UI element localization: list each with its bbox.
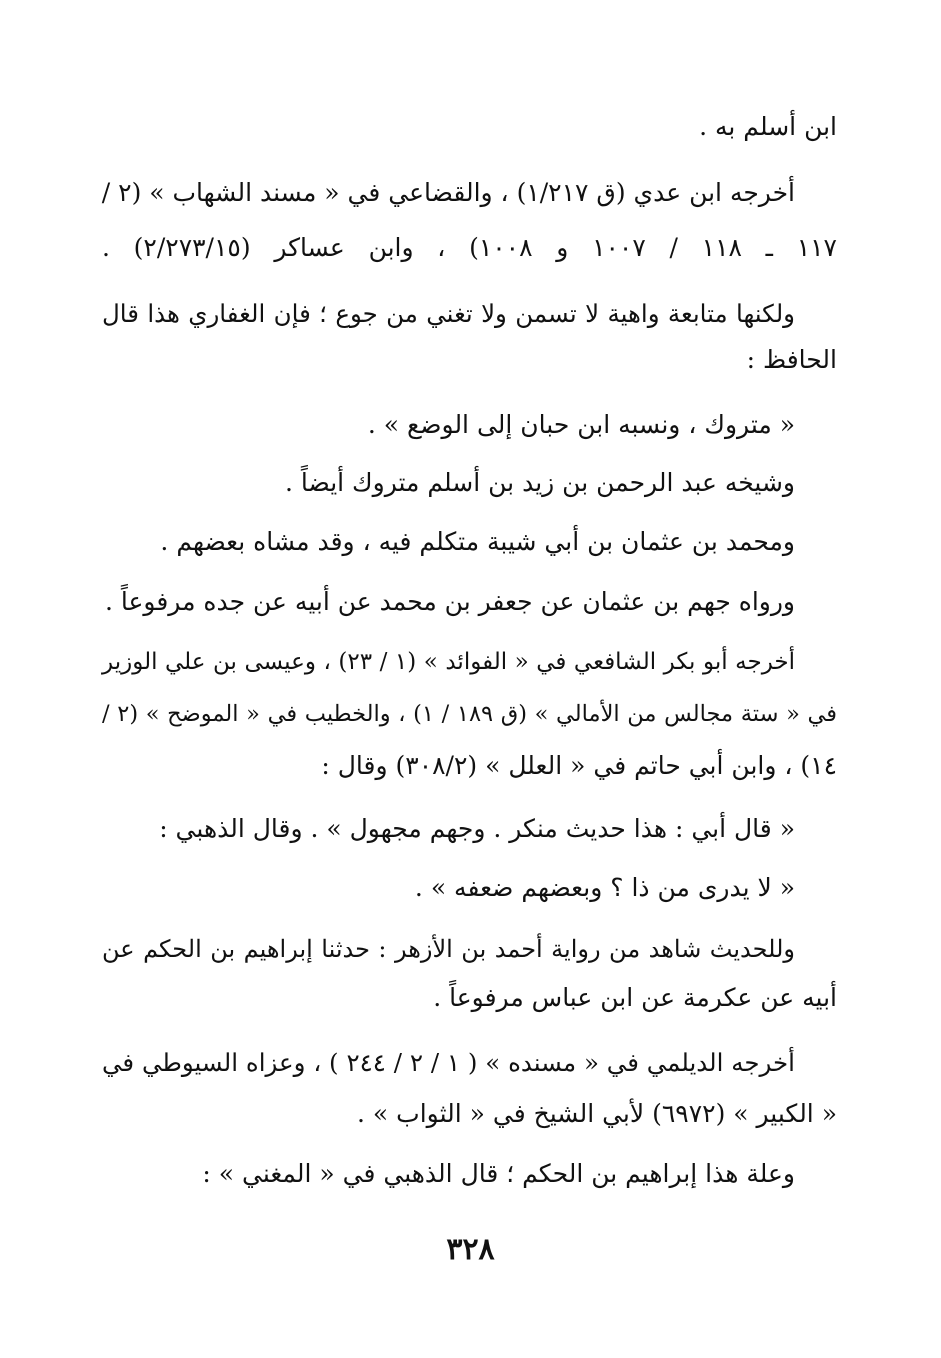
text-line: ورواه جهم بن عثمان عن جعفر بن محمد عن أبيه عن جده مرفوعاً . (104, 587, 795, 616)
text-line: أخرجه أبو بكر الشافعي في « الفوائد » (١ / ٢٣) ، وعيسى بن علي الوزير (102, 649, 795, 675)
text-line: أخرجه الديلمي في « مسنده » ( ١ / ٢ / ٢٤٤ ) ، وعزاه السيوطي في (102, 1048, 795, 1077)
text-line: في « ستة مجالس من الأمالي » (ق ١٨٩ / ١) ، والخطيب في « الموضح » (٢ / (102, 701, 837, 727)
text-line: وعلة هذا إبراهيم بن الحكم ؛ قال الذهبي في « المغني » : (202, 1159, 795, 1188)
text-line: « قال أبي : هذا حديث منكر . وجهم مجهول » . وقال الذهبي : (159, 814, 795, 843)
text-line: أبيه عن عكرمة عن ابن عباس مرفوعاً . (433, 983, 837, 1012)
text-line: « الكبير » (٦٩٧٢) لأبي الشيخ في « الثواب » . (357, 1099, 837, 1128)
text-line: ابن أسلم به . (699, 112, 837, 141)
page-number: ٣٢٨ (446, 1232, 495, 1267)
text-line: أخرجه ابن عدي (ق ١/٢١٧) ، والقضاعي في « مسند الشهاب » (٢ / (101, 178, 795, 207)
text-line: « متروك ، ونسبه ابن حبان إلى الوضع » . (367, 410, 795, 439)
text-line: ومحمد بن عثمان بن أبي شيبة متكلم فيه ، وقد مشاه بعضهم . (160, 527, 795, 556)
text-line: وشيخه عبد الرحمن بن زيد بن أسلم متروك أيضاً . (285, 468, 795, 497)
text-line: ١١٧ ـ ١١٨ / ١٠٠٧ و ١٠٠٨) ، وابن عساكر (٢/٢٧٣/١٥) . (102, 233, 837, 262)
text-line: الحافظ : (746, 345, 837, 374)
text-line: وللحديث شاهد من رواية أحمد بن الأزهر : حدثنا إبراهيم بن الحكم عن (102, 935, 795, 963)
text-line: ١٤) ، وابن أبي حاتم في « العلل » (٣٠٨/٢) وقال : (321, 751, 837, 780)
text-line: ولكنها متابعة واهية لا تسمن ولا تغني من جوع ؛ فإن الغفاري هذا قال (102, 299, 795, 328)
text-line: « لا يدرى من ذا ؟ وبعضهم ضعفه » . (414, 873, 795, 902)
